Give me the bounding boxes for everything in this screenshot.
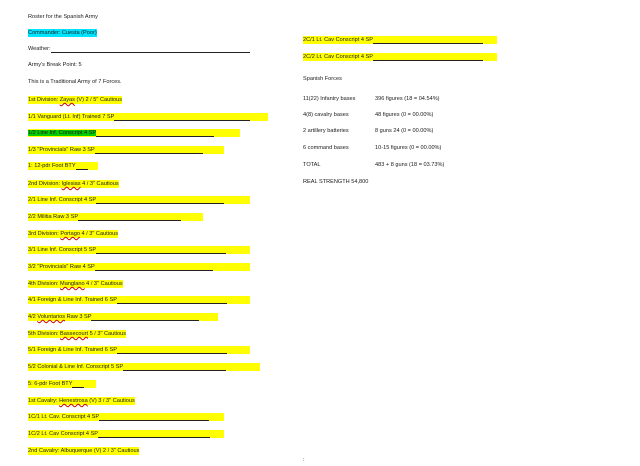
forces-row-label: 11(22) Infantry bases: [303, 96, 356, 102]
div4-pre: 4th Division:: [28, 281, 61, 287]
div1-pre: 1st Division:: [28, 97, 60, 103]
division-4-header: [28, 280, 123, 288]
unit-1-2: [28, 129, 240, 137]
weather-label: Weather:: [28, 46, 51, 52]
unit-3-2-label: 3/2 "Provincials" Raw 4 SP: [28, 264, 95, 270]
division-2-header: [28, 180, 119, 188]
unit-1-2-label: 1/2 Line Inf. Conscript 4 SP: [28, 130, 97, 136]
unit-5-2-blank: [123, 364, 226, 371]
real-strength: REAL STRENGTH 54,800: [303, 179, 369, 185]
unit-2-2: [28, 213, 203, 221]
unit-5-1-label: 5/1 Foreign & Line Inf. Trained 6 SP: [28, 347, 117, 353]
weather-blank: [51, 46, 250, 53]
unit-1-3-blank: [95, 147, 203, 154]
forces-row-value: 396 figures (18 = 04.54%): [375, 96, 440, 102]
unit-2-2-blank: [78, 214, 181, 221]
cav-1-2: [28, 430, 224, 438]
unit-4-2-pre: 4/2: [28, 314, 38, 320]
unit-4-1: [28, 296, 250, 304]
div2-name: Iglesias: [61, 181, 81, 187]
cav-1-1: [28, 413, 224, 421]
cav1-post: (V) 3 / 3" Cautious: [87, 398, 135, 404]
forces-title: Spanish Forces: [303, 76, 342, 82]
unit-5-3-blank: [72, 381, 84, 388]
unit-4-2-name: Voluntarios: [37, 314, 66, 320]
div3-pre: 3rd Division:: [28, 231, 61, 237]
unit-3-1-blank: [96, 247, 226, 254]
cav-1-2-label: 1C/2 Lt. Cav Conscript 4 SP: [28, 431, 98, 437]
unit-2-1-label: 2/1 Line Inf. Conscript 4 SP: [28, 197, 97, 203]
forces-row-value: 48 figures (0 = 00.00%): [375, 112, 434, 118]
unit-5-1: [28, 346, 250, 354]
unit-5-3: [28, 380, 96, 388]
unit-5-2: [28, 363, 260, 371]
div5-pre: 5th Division:: [28, 331, 61, 337]
unit-1-4-label: 1: 12-pdr Foot BTY: [28, 163, 76, 169]
div3-post: 4 / 3" Cautious: [79, 231, 118, 237]
div1-post: (V) 2 / 5" Cautious: [74, 97, 123, 103]
unit-1-1: [28, 113, 268, 121]
unit-4-1-label: 4/1 Foreign & Line Inf. Trained 6 SP: [28, 297, 117, 303]
div3-name: Portago: [60, 231, 80, 237]
unit-3-2-blank: [95, 264, 213, 271]
unit-4-2-post: Raw 3 SP: [65, 314, 92, 320]
cav-2-2-blank: [373, 54, 483, 61]
roster-title: Roster for the Spanish Army: [28, 14, 98, 20]
div2-pre: 2nd Division:: [28, 181, 62, 187]
unit-2-2-label: 2/2 Militia Raw 3 SP: [28, 214, 79, 220]
forces-row-label: 2 artillery batteries: [303, 128, 349, 134]
div2-post: 4 / 3" Cautious: [80, 181, 119, 187]
div1-name: Zayas: [59, 97, 75, 103]
unit-4-1-blank: [117, 297, 227, 304]
unit-1-1-label: 1/1 Vanguard (Lt. Inf) Trained 7 SP: [28, 114, 115, 120]
unit-3-2: [28, 263, 250, 271]
unit-3-1: [28, 246, 250, 254]
left-column: [0, 0, 300, 466]
div5-name: Bassecourt: [60, 331, 89, 337]
unit-5-1-blank: [117, 347, 227, 354]
weather-line: [28, 45, 250, 53]
cav-2-2: [303, 53, 497, 61]
unit-2-1: [28, 196, 250, 204]
cav-1-1-blank: [99, 414, 209, 421]
cav-2-2-label: 2C/2 Lt. Cav Conscript 4 SP: [303, 54, 373, 60]
cavalry-1-header: [28, 397, 135, 405]
div4-post: 4 / 3" Cautious: [84, 281, 123, 287]
forces-row-label: 4(8) cavalry bases: [303, 112, 349, 118]
cav-1-1-label: 1C/1 Lt. Cav. Conscript 4 SP: [28, 414, 100, 420]
forces-row-label: TOTAL: [303, 162, 321, 168]
unit-3-1-label: 3/1 Line Inf. Conscript 5 SP: [28, 247, 97, 253]
cav-2-1-label: 2C/1 Lt. Cav Conscript 4 SP: [303, 37, 373, 43]
unit-1-3: [28, 146, 224, 154]
unit-2-1-blank: [96, 197, 224, 204]
forces-row-label: 6 command bases: [303, 145, 349, 151]
unit-1-3-label: 1/3 "Provincials" Raw 3 SP: [28, 147, 95, 153]
forces-row-value: 8 guns 24 (0 = 00.00%): [375, 128, 434, 134]
unit-1-4-blank: [76, 163, 88, 170]
cav-2-1-blank: [373, 37, 483, 44]
cav1-name: Henestrosa: [59, 398, 88, 404]
cav-1-2-blank: [98, 431, 210, 438]
traditional-army: This is a Traditional Army of 7 Forces.: [28, 79, 122, 85]
right-column: [300, 0, 640, 466]
unit-1-1-blank: [114, 114, 250, 121]
commander-line: Commander: Cuesta (Poor): [28, 30, 97, 36]
division-1-header: [28, 96, 122, 104]
division-5-header: [28, 330, 126, 338]
unit-5-3-label: 5: 6-pdr Foot BTY: [28, 381, 73, 387]
division-3-header: [28, 230, 118, 238]
unit-5-2-label: 5/2 Colonial & Line Inf. Conscript 5 SP: [28, 364, 124, 370]
cav-2-1: [303, 36, 497, 44]
div4-name: Manglano: [60, 281, 85, 287]
div5-post: 5 / 3" Cautious: [88, 331, 127, 337]
unit-4-2-blank: [91, 314, 199, 321]
unit-4-2: [28, 313, 218, 321]
stray-colon: :: [303, 457, 305, 463]
forces-row-value: 10-15 figures (0 = 00.00%): [375, 145, 442, 151]
break-point: Army's Break Point: 5: [28, 62, 82, 68]
cavalry-2-header: 2nd Cavalry: Albuquerque (V) 2 / 3" Cautious: [28, 448, 140, 454]
cav1-pre: 1st Cavalry:: [28, 398, 60, 404]
unit-1-2-blank: [96, 130, 214, 137]
forces-row-value: 483 + 8 guns (18 = 03.73%): [375, 162, 445, 168]
unit-1-4: [28, 162, 98, 170]
